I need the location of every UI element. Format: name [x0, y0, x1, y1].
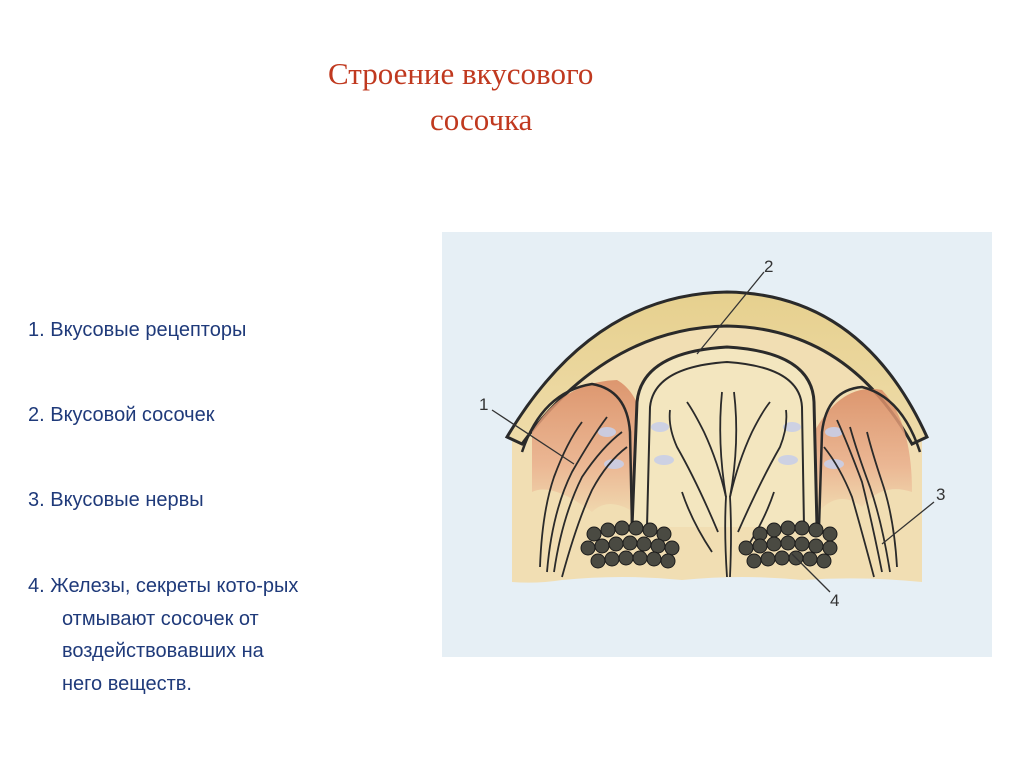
legend-item-nerves: 3. Вкусовые нервы	[28, 489, 204, 511]
title-line-2: сосочка	[430, 102, 533, 137]
callout-1: 1	[479, 395, 489, 414]
taste-papilla-diagram	[442, 232, 992, 657]
papilla-illustration	[442, 232, 992, 657]
glands-left	[581, 521, 679, 568]
callout-2: 2	[764, 257, 774, 276]
legend-item-papilla: 2. Вкусовой сосочек	[28, 404, 215, 426]
central-papilla	[632, 347, 817, 527]
legend-item-glands: 4. Железы, секреты кото-рых	[28, 575, 299, 597]
callout-4: 4	[830, 591, 840, 610]
legend-item-receptors: 1. Вкусовые рецепторы	[28, 319, 247, 341]
title-line-1: Строение вкусового	[328, 56, 594, 91]
legend-item-glands-cont-3: него веществ.	[62, 673, 192, 695]
legend-item-glands-cont-2: воздействовавших на	[62, 640, 264, 662]
callout-3: 3	[936, 485, 946, 504]
legend-item-glands-cont-1: отмывают сосочек от	[62, 608, 259, 630]
